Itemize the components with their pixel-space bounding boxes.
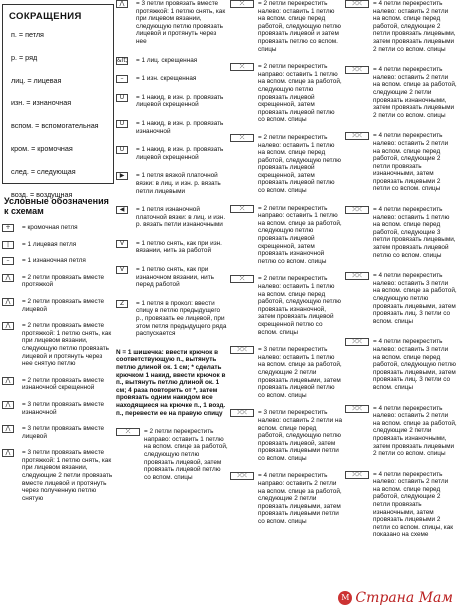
chart-symbol-icon: – bbox=[116, 75, 128, 83]
chart-symbol-icon: ⤫⤫ bbox=[345, 66, 369, 74]
legend-entry bbox=[230, 275, 343, 336]
chart-symbol-icon: | bbox=[2, 241, 14, 249]
legend-entry-text: = 1 петлю снять, как при изнаночном вязании, нить перед работой bbox=[136, 266, 214, 289]
legend-entry bbox=[116, 146, 228, 161]
legend-entry-text: N = 1 шишечка: ввести крючок в соответствующую п., вытянуть петлю длиной ок. 1 см; * сделать крючком 1 накид, ввести крючок в п., вытянуть петлю длиной ок. 1 см; 4 раза повторить от *, затем провязать одним накидом все находящиеся на крючке п., 1 возд. п., перевести ее на правую спицу bbox=[116, 348, 226, 417]
legend-entry-text: = 2 петли перекрестить налево: оставить 1 петлю на вспом. спице перед работой, следующую петлю провязать лицевой скрещенной, затем провязать лицевой петлю со вспом. спицы bbox=[258, 133, 341, 195]
chart-symbol-icon: ⤫⤫ bbox=[345, 405, 369, 413]
chart-symbol-icon: ⋀ bbox=[2, 298, 14, 306]
legend-entry-text: = 3 петли провязать вместе лицевой bbox=[22, 425, 105, 440]
abbreviation-item: след. = следующая bbox=[11, 166, 76, 176]
legend-entry-text: = 1 петля в прокол: ввести спицу в петлю предыдущего р., провязать ее лицевой, при этом петля предыдущего ряда распускается bbox=[136, 299, 227, 338]
abbreviations-box bbox=[2, 4, 114, 199]
legend-entry-text: = кромочная петля bbox=[22, 224, 78, 231]
legend-entry bbox=[116, 349, 228, 417]
legend-entry-text: = 2 петли перекрестить направо: оставить 1 петлю на вспом. спице за работой, следующую петлю провязать лицевой скрещенной, затем провязать лицевой петлю со вспом. спицы bbox=[258, 63, 342, 124]
chart-symbol-icon: &lt; bbox=[117, 56, 128, 64]
legend-entry-text: = 1 изнаночная петля bbox=[22, 257, 86, 265]
chart-symbol-icon: ▶ bbox=[116, 172, 128, 180]
chart-symbol-icon: ⋀ bbox=[2, 425, 14, 433]
legend-entry bbox=[230, 205, 343, 266]
legend-entry-text: = 3 петли провязать вместе протяжкой: 1 петлю снять, как при лицевом вязании, следующие 2 петли провязать вместе лицевой и протянуть через полученную петлю снятую bbox=[22, 449, 113, 502]
legend-entry-text: = 4 петли перекрестить налево: оставить 2 петли на вспом. спице за работой, следующие 2 петли провязать изнаночными, затем провязать лицевыми 2 петли со вспом. спицы bbox=[373, 66, 457, 119]
legend-entry-text: = 2 петли провязать вместе изнаночной скрещенной bbox=[22, 376, 105, 392]
legend-entry bbox=[345, 471, 457, 539]
chart-symbol-icon: V bbox=[116, 240, 128, 248]
legend-title: Условные обозначения к схемам bbox=[4, 196, 109, 216]
legend-entry-text: = 4 петли перекрестить налево: оставить 2 петли на вспом. спице перед работой, следующие 2 петли провязать изнаночными, затем провязать лицевыми 2 петли со вспом. спицы bbox=[373, 132, 449, 193]
legend-entry-text: = 2 петли перекрестить налево: оставить 1 петлю на вспом. спице перед работой, следующую петлю провязать лицевой и затем провязать петлю со вспом. спицы bbox=[258, 0, 341, 53]
legend-entry-text: = 1 петлю снять, как при изн. вязании, нить за работой bbox=[136, 239, 222, 255]
watermark-logo-icon: M bbox=[338, 591, 352, 605]
legend-entry bbox=[230, 472, 343, 525]
chart-symbol-icon: ◀ bbox=[116, 206, 128, 214]
legend-entry-text: = 1 петля изнаночной платочной вязки: в лиц. и изн. р. вязать петли изнаночными bbox=[136, 206, 226, 229]
legend-entry-text: = 2 петли провязать вместе протяжкой: 1 петлю снять, как при лицевом вязании, следующую петлю провязать лицевой и протянуть через нее снятую петлю bbox=[22, 322, 112, 368]
legend-entry bbox=[2, 322, 114, 368]
abbreviations-title: СОКРАЩЕНИЯ bbox=[9, 11, 82, 22]
legend-entry bbox=[230, 134, 343, 195]
legend-entry bbox=[2, 377, 114, 392]
legend-entry bbox=[230, 409, 343, 462]
abbreviation-item: р. = ряд bbox=[11, 52, 38, 62]
legend-entry-text: = 1 накид, в изн. р. провязать лицевой скрещенной bbox=[136, 93, 224, 109]
legend-entry-text: = 1 лицевая петля bbox=[22, 240, 77, 248]
legend-entry bbox=[2, 449, 114, 502]
chart-symbol-icon: ⋀ bbox=[2, 274, 14, 282]
legend-entry-text: = 2 петли перекрестить налево: оставить 1 петлю на вспом. спице перед работой, следующую петлю провязать изнаночной, затем провязать лицевой скрещенной петлю со вспом. спицы bbox=[258, 275, 341, 336]
chart-symbol-icon: ⤫ bbox=[230, 134, 254, 142]
legend-entry-text: = 2 петли перекрестить направо: оставить 1 петлю на вспом. спице за работой, следующую петлю провязать лицевой скрещенной, затем провязать изнаночной петлю со вспом. спицы bbox=[258, 204, 342, 265]
legend-entry bbox=[230, 346, 343, 399]
chart-symbol-icon: ⤫⤫ bbox=[345, 272, 369, 280]
legend-entry bbox=[2, 241, 114, 249]
legend-entry-text: = 2 петли провязать вместе лицевой bbox=[22, 297, 105, 313]
legend-entry bbox=[345, 66, 457, 119]
chart-symbol-icon: ⤫ bbox=[230, 205, 254, 213]
legend-entry-text: = 4 петли перекрестить налево: оставить 3 петли на вспом. спице перед работой, следующую петлю провязать лицевыми, затем провязать лиц. 3 петли со вспом. спицы bbox=[373, 338, 456, 391]
abbreviation-item: возд. = воздушная bbox=[11, 189, 73, 199]
chart-symbol-icon: ⤫⤫ bbox=[345, 206, 369, 214]
legend-entry-text: = 1 лиц. скрещенная bbox=[136, 56, 198, 64]
chart-symbol-icon: ⤫⤫ bbox=[230, 472, 254, 480]
chart-symbol-icon: ⤫ bbox=[230, 0, 254, 8]
chart-symbol-icon: ⤫ bbox=[230, 63, 254, 71]
chart-symbol-icon: ⋀ bbox=[2, 322, 14, 330]
legend-entry bbox=[230, 0, 343, 53]
legend-entry bbox=[2, 257, 114, 265]
legend-entry bbox=[2, 425, 114, 440]
legend-entry bbox=[2, 401, 114, 416]
legend-entry bbox=[116, 206, 228, 229]
chart-symbol-icon: U bbox=[116, 120, 128, 128]
chart-symbol-icon: ⋀ bbox=[2, 449, 14, 457]
legend-entry bbox=[116, 266, 228, 289]
chart-symbol-icon: + bbox=[2, 224, 14, 232]
legend-entry-text: = 1 изн. скрещенная bbox=[136, 75, 197, 83]
legend-entry-text: = 1 накид, в изн. р. провязать изнаночной bbox=[136, 119, 224, 135]
watermark-text: Страна Мам bbox=[355, 590, 453, 606]
legend-entry-text: = 4 петли перекрестить налево: оставить 3 петли на вспом. спице за работой, следующую петлю провязать лицевыми, затем провязать лиц. 3 петли со вспом. спицы bbox=[373, 272, 457, 325]
legend-entry bbox=[116, 94, 228, 109]
chart-symbol-icon: Z bbox=[116, 300, 128, 308]
chart-symbol-icon: ⤫⤫ bbox=[345, 132, 369, 140]
legend-entry bbox=[116, 240, 228, 255]
chart-symbol-icon: ⤫⤫ bbox=[345, 338, 369, 346]
legend-entry-text: = 1 петля вязкой платочной вязки: в лиц. и изн. р. вязать петли лицевыми bbox=[136, 172, 221, 195]
chart-symbol-icon: ⋀ bbox=[116, 0, 128, 8]
legend-entry bbox=[345, 338, 457, 391]
legend-column-1 bbox=[2, 224, 114, 502]
legend-entry-text: = 4 петли перекрестить налево: оставить 1 петлю на вспом. спице перед работой, следующие 3 петли провязать лицевыми, затем провязать лицевой петлю со вспом. спицы bbox=[373, 206, 456, 259]
legend-entry bbox=[116, 300, 228, 338]
legend-entry bbox=[2, 274, 114, 289]
chart-symbol-icon: V bbox=[116, 266, 128, 274]
legend-entry bbox=[345, 405, 457, 458]
chart-symbol-icon: – bbox=[2, 257, 14, 265]
legend-entry bbox=[345, 206, 457, 259]
legend-entry bbox=[116, 428, 228, 481]
legend-entry bbox=[116, 75, 228, 83]
legend-entry-text: = 2 петли провязать вместе протяжкой bbox=[22, 273, 105, 289]
legend-column-4 bbox=[345, 0, 457, 552]
legend-entry bbox=[116, 0, 228, 46]
legend-entry-text: = 4 петли перекрестить налево: оставить 2 петли на вспом. спице перед работой, следующие 2 петли провязать изнаночными, затем провязать лицевыми 2 петли со вспом. спицы, как показано на схеме bbox=[373, 470, 454, 539]
legend-entry bbox=[345, 0, 457, 53]
legend-entry bbox=[230, 63, 343, 124]
legend-entry bbox=[116, 57, 228, 65]
chart-symbol-icon: ⤫ bbox=[116, 428, 140, 436]
chart-symbol-icon: U bbox=[116, 94, 128, 102]
abbreviations-list bbox=[9, 30, 107, 199]
legend-entry-text: = 4 петли перекрестить налево: оставить 2 петли на вспом. спице за работой, следующие 2 петли провязать изнаночными, затем провязать лицевыми 2 петли со вспом. спицы bbox=[373, 404, 457, 458]
watermark bbox=[338, 590, 453, 606]
legend-entry-text: = 3 петли перекрестить налево: оставить 2 петли на вспом. спице перед работой, следующую петлю провязать лицевой, затем провязать лицевыми петли со вспом. спицы bbox=[258, 409, 343, 462]
legend-entry bbox=[345, 132, 457, 193]
legend-entry bbox=[2, 224, 114, 232]
legend-entry bbox=[116, 172, 228, 195]
legend-entry bbox=[345, 272, 457, 325]
legend-entry-text: = 4 петли перекрестить налево: оставить 2 петли на вспом. спице перед работой, следующие 2 петли провязать лицевыми, затем провязать лицевыми 2 петли со вспом. спицы bbox=[373, 0, 456, 53]
abbreviation-item: вспом. = вспомогательная bbox=[11, 121, 99, 131]
chart-symbol-icon: ⋀ bbox=[2, 401, 14, 409]
chart-symbol-icon: ⤫⤫ bbox=[345, 0, 369, 8]
legend-entry-text: = 1 накид, в изн. р. провязать лицевой скрещенной bbox=[136, 146, 224, 161]
legend-column-3 bbox=[230, 0, 343, 536]
legend-entry-text: = 2 петли перекрестить направо: оставить 1 петлю на вспом. спице за работой, следующую петлю провязать лицевой, затем провязать лицевой петлю со вспом. спицы bbox=[144, 428, 228, 481]
chart-symbol-icon: ⤫ bbox=[230, 275, 254, 283]
abbreviation-item: кром. = кромочная bbox=[11, 143, 73, 153]
column-1 bbox=[2, 0, 114, 511]
abbreviation-item: п. = петля bbox=[11, 30, 44, 39]
legend-entry bbox=[2, 298, 114, 313]
legend-column-2 bbox=[116, 0, 228, 492]
chart-symbol-icon: ⤫⤫ bbox=[345, 471, 369, 479]
legend-entry-text: = 3 петли провязать вместе изнаночной bbox=[22, 400, 105, 416]
abbreviation-item: изн. = изнаночная bbox=[11, 98, 72, 108]
chart-symbol-icon: ⤫⤫ bbox=[230, 409, 254, 417]
chart-symbol-icon: U bbox=[116, 146, 128, 154]
legend-entry-text: = 4 петли перекрестить направо: оставить 2 петли на вспом. спице за работой, следующие 2 петли провязать лицевыми, затем провязать лицевыми петли со вспом. спицы bbox=[258, 472, 342, 526]
abbreviation-item: лиц. = лицевая bbox=[11, 75, 62, 85]
legend-entry bbox=[116, 120, 228, 135]
legend-entry-text: = 3 петли провязать вместе протяжкой: 1 петлю снять, как при лицевом вязании, следующую петлю провязать лицевой и протянуть через нее bbox=[136, 0, 226, 45]
legend-entry-text: = 3 петли перекрестить налево: оставить 1 петлю на вспом. спице за работой, следующие 2 петли провязать лицевыми, затем провязать лицевой петлю со вспом. спицы bbox=[258, 346, 342, 399]
chart-symbol-icon: ⋀ bbox=[2, 377, 14, 385]
chart-symbol-icon: ⤫⤫ bbox=[230, 346, 254, 354]
